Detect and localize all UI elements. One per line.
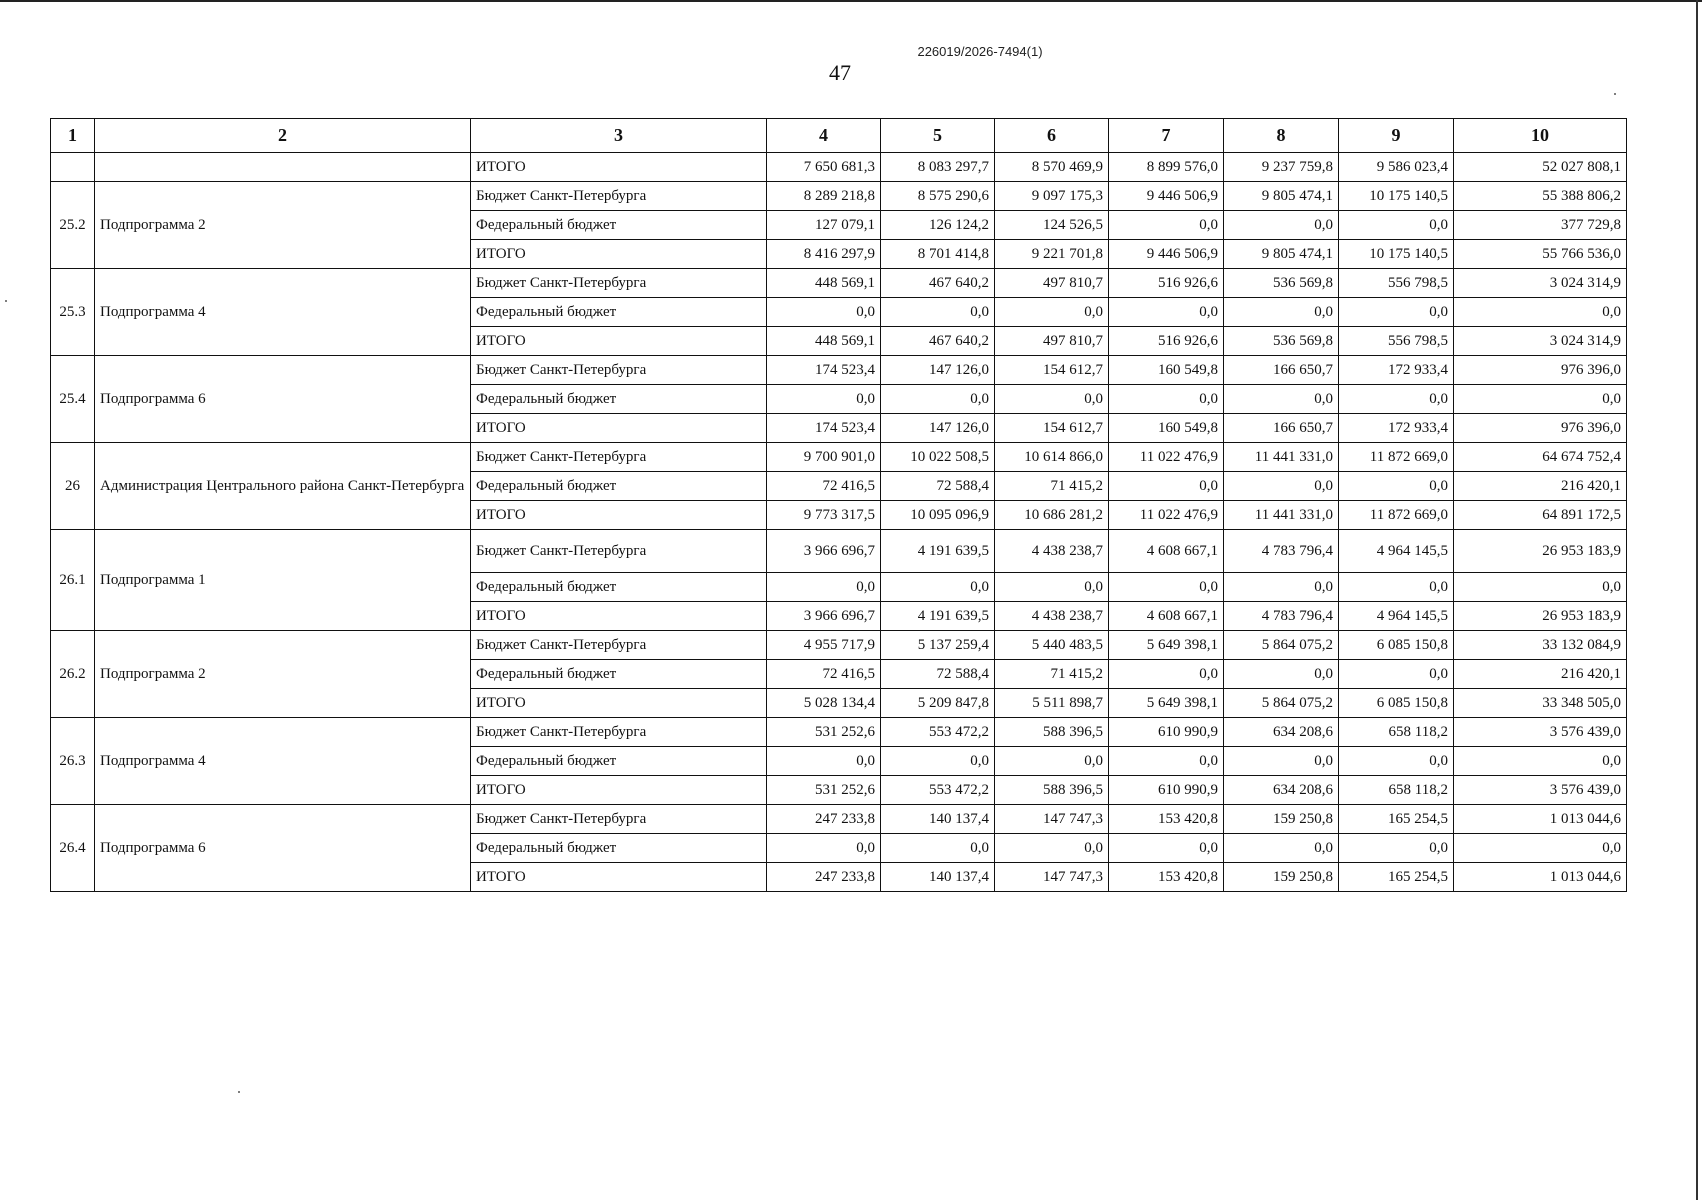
value-cell: 3 966 696,7 [767, 530, 881, 573]
value-cell: 5 440 483,5 [995, 631, 1109, 660]
funding-source-cell: ИТОГО [471, 602, 767, 631]
value-cell: 658 118,2 [1339, 776, 1454, 805]
value-cell: 8 575 290,6 [881, 182, 995, 211]
value-cell: 10 614 866,0 [995, 443, 1109, 472]
value-cell: 0,0 [767, 573, 881, 602]
table-row [51, 356, 1627, 385]
value-cell: 0,0 [1109, 298, 1224, 327]
row-name-cell: Подпрограмма 4 [95, 269, 471, 356]
value-cell: 0,0 [1109, 834, 1224, 863]
value-cell: 10 686 281,2 [995, 501, 1109, 530]
value-cell: 6 085 150,8 [1339, 689, 1454, 718]
value-cell: 4 438 238,7 [995, 530, 1109, 573]
funding-source-cell: ИТОГО [471, 414, 767, 443]
column-header: 7 [1109, 119, 1224, 153]
value-cell: 0,0 [881, 834, 995, 863]
value-cell: 33 132 084,9 [1454, 631, 1627, 660]
value-cell: 55 388 806,2 [1454, 182, 1627, 211]
value-cell: 0,0 [1339, 660, 1454, 689]
value-cell: 159 250,8 [1224, 863, 1339, 892]
funding-source-cell: Федеральный бюджет [471, 211, 767, 240]
funding-source-cell: ИТОГО [471, 153, 767, 182]
value-cell: 3 024 314,9 [1454, 269, 1627, 298]
value-cell: 0,0 [1454, 834, 1627, 863]
value-cell: 634 208,6 [1224, 718, 1339, 747]
value-cell: 4 783 796,4 [1224, 530, 1339, 573]
budget-table [50, 118, 1627, 892]
value-cell: 553 472,2 [881, 776, 995, 805]
value-cell: 5 137 259,4 [881, 631, 995, 660]
value-cell: 448 569,1 [767, 327, 881, 356]
table-row [51, 718, 1627, 747]
table-row [51, 443, 1627, 472]
value-cell: 4 964 145,5 [1339, 530, 1454, 573]
value-cell: 147 747,3 [995, 863, 1109, 892]
value-cell: 553 472,2 [881, 718, 995, 747]
row-name-cell: Подпрограмма 6 [95, 805, 471, 892]
column-header: 1 [51, 119, 95, 153]
value-cell: 0,0 [1454, 298, 1627, 327]
value-cell: 588 396,5 [995, 776, 1109, 805]
row-code-cell: 26.4 [51, 805, 95, 892]
row-name-cell: Подпрограмма 4 [95, 718, 471, 805]
column-header: 5 [881, 119, 995, 153]
value-cell: 0,0 [1454, 747, 1627, 776]
value-cell: 154 612,7 [995, 414, 1109, 443]
value-cell: 0,0 [995, 298, 1109, 327]
value-cell: 11 872 669,0 [1339, 443, 1454, 472]
value-cell: 174 523,4 [767, 356, 881, 385]
row-code-cell: 25.2 [51, 182, 95, 269]
value-cell: 0,0 [1224, 834, 1339, 863]
value-cell: 0,0 [1339, 298, 1454, 327]
value-cell: 0,0 [995, 747, 1109, 776]
value-cell: 0,0 [1109, 660, 1224, 689]
funding-source-cell: Федеральный бюджет [471, 298, 767, 327]
value-cell: 7 650 681,3 [767, 153, 881, 182]
value-cell: 976 396,0 [1454, 356, 1627, 385]
value-cell: 0,0 [1109, 211, 1224, 240]
value-cell: 536 569,8 [1224, 269, 1339, 298]
column-number-row [51, 119, 1627, 153]
row-name-cell [95, 153, 471, 182]
value-cell: 4 191 639,5 [881, 602, 995, 631]
value-cell: 516 926,6 [1109, 269, 1224, 298]
value-cell: 516 926,6 [1109, 327, 1224, 356]
value-cell: 9 805 474,1 [1224, 182, 1339, 211]
value-cell: 11 872 669,0 [1339, 501, 1454, 530]
row-code-cell: 25.3 [51, 269, 95, 356]
funding-source-cell: Федеральный бюджет [471, 385, 767, 414]
row-name-cell: Подпрограмма 6 [95, 356, 471, 443]
value-cell: 0,0 [1339, 573, 1454, 602]
row-code-cell: 26.3 [51, 718, 95, 805]
scan-speck [5, 300, 7, 302]
value-cell: 124 526,5 [995, 211, 1109, 240]
value-cell: 0,0 [1109, 472, 1224, 501]
value-cell: 0,0 [1339, 472, 1454, 501]
value-cell: 140 137,4 [881, 863, 995, 892]
table-row [51, 182, 1627, 211]
scan-speck [1614, 93, 1616, 95]
value-cell: 160 549,8 [1109, 356, 1224, 385]
value-cell: 9 586 023,4 [1339, 153, 1454, 182]
value-cell: 8 289 218,8 [767, 182, 881, 211]
funding-source-cell: ИТОГО [471, 240, 767, 269]
value-cell: 4 955 717,9 [767, 631, 881, 660]
value-cell: 610 990,9 [1109, 776, 1224, 805]
value-cell: 0,0 [995, 573, 1109, 602]
column-header: 10 [1454, 119, 1627, 153]
value-cell: 216 420,1 [1454, 472, 1627, 501]
funding-source-cell: Бюджет Санкт-Петербурга [471, 356, 767, 385]
value-cell: 11 441 331,0 [1224, 501, 1339, 530]
funding-source-cell: ИТОГО [471, 776, 767, 805]
value-cell: 166 650,7 [1224, 356, 1339, 385]
value-cell: 165 254,5 [1339, 863, 1454, 892]
value-cell: 9 221 701,8 [995, 240, 1109, 269]
scan-right-border [1696, 0, 1698, 1200]
column-header: 6 [995, 119, 1109, 153]
value-cell: 160 549,8 [1109, 414, 1224, 443]
value-cell: 0,0 [1339, 385, 1454, 414]
value-cell: 126 124,2 [881, 211, 995, 240]
funding-source-cell: Федеральный бюджет [471, 747, 767, 776]
value-cell: 71 415,2 [995, 660, 1109, 689]
value-cell: 127 079,1 [767, 211, 881, 240]
column-header: 2 [95, 119, 471, 153]
value-cell: 166 650,7 [1224, 414, 1339, 443]
value-cell: 0,0 [767, 834, 881, 863]
value-cell: 0,0 [1224, 298, 1339, 327]
value-cell: 8 899 576,0 [1109, 153, 1224, 182]
value-cell: 0,0 [767, 747, 881, 776]
funding-source-cell: Федеральный бюджет [471, 834, 767, 863]
funding-source-cell: Бюджет Санкт-Петербурга [471, 182, 767, 211]
value-cell: 9 446 506,9 [1109, 240, 1224, 269]
value-cell: 8 570 469,9 [995, 153, 1109, 182]
value-cell: 588 396,5 [995, 718, 1109, 747]
value-cell: 247 233,8 [767, 805, 881, 834]
value-cell: 0,0 [1224, 211, 1339, 240]
funding-source-cell: Бюджет Санкт-Петербурга [471, 805, 767, 834]
scan-speck [238, 1091, 240, 1093]
value-cell: 5 649 398,1 [1109, 689, 1224, 718]
value-cell: 11 022 476,9 [1109, 501, 1224, 530]
value-cell: 8 083 297,7 [881, 153, 995, 182]
value-cell: 467 640,2 [881, 269, 995, 298]
value-cell: 531 252,6 [767, 776, 881, 805]
value-cell: 9 097 175,3 [995, 182, 1109, 211]
value-cell: 4 783 796,4 [1224, 602, 1339, 631]
value-cell: 71 415,2 [995, 472, 1109, 501]
value-cell: 5 864 075,2 [1224, 689, 1339, 718]
funding-source-cell: Бюджет Санкт-Петербурга [471, 530, 767, 573]
funding-source-cell: Бюджет Санкт-Петербурга [471, 631, 767, 660]
value-cell: 658 118,2 [1339, 718, 1454, 747]
value-cell: 172 933,4 [1339, 414, 1454, 443]
value-cell: 531 252,6 [767, 718, 881, 747]
funding-source-cell: Бюджет Санкт-Петербурга [471, 269, 767, 298]
value-cell: 10 095 096,9 [881, 501, 995, 530]
value-cell: 5 864 075,2 [1224, 631, 1339, 660]
value-cell: 4 191 639,5 [881, 530, 995, 573]
value-cell: 72 588,4 [881, 472, 995, 501]
value-cell: 10 175 140,5 [1339, 240, 1454, 269]
value-cell: 172 933,4 [1339, 356, 1454, 385]
value-cell: 0,0 [1454, 385, 1627, 414]
value-cell: 72 416,5 [767, 472, 881, 501]
value-cell: 154 612,7 [995, 356, 1109, 385]
row-name-cell: Администрация Центрального района Санкт-Петербурга [95, 443, 471, 530]
value-cell: 0,0 [1339, 211, 1454, 240]
table-row [51, 805, 1627, 834]
funding-source-cell: ИТОГО [471, 327, 767, 356]
value-cell: 55 766 536,0 [1454, 240, 1627, 269]
value-cell: 5 649 398,1 [1109, 631, 1224, 660]
value-cell: 0,0 [881, 385, 995, 414]
value-cell: 497 810,7 [995, 327, 1109, 356]
value-cell: 4 438 238,7 [995, 602, 1109, 631]
value-cell: 3 576 439,0 [1454, 776, 1627, 805]
value-cell: 33 348 505,0 [1454, 689, 1627, 718]
value-cell: 10 022 508,5 [881, 443, 995, 472]
value-cell: 0,0 [767, 298, 881, 327]
value-cell: 159 250,8 [1224, 805, 1339, 834]
funding-source-cell: Федеральный бюджет [471, 660, 767, 689]
value-cell: 0,0 [1224, 747, 1339, 776]
value-cell: 0,0 [881, 573, 995, 602]
value-cell: 0,0 [1224, 385, 1339, 414]
table-row [51, 153, 1627, 182]
value-cell: 0,0 [881, 747, 995, 776]
value-cell: 467 640,2 [881, 327, 995, 356]
funding-source-cell: ИТОГО [471, 501, 767, 530]
value-cell: 153 420,8 [1109, 863, 1224, 892]
value-cell: 497 810,7 [995, 269, 1109, 298]
value-cell: 140 137,4 [881, 805, 995, 834]
value-cell: 3 024 314,9 [1454, 327, 1627, 356]
value-cell: 9 700 901,0 [767, 443, 881, 472]
value-cell: 0,0 [1339, 747, 1454, 776]
table-body [51, 153, 1627, 892]
value-cell: 0,0 [995, 834, 1109, 863]
value-cell: 3 966 696,7 [767, 602, 881, 631]
funding-source-cell: ИТОГО [471, 689, 767, 718]
value-cell: 4 964 145,5 [1339, 602, 1454, 631]
funding-source-cell: Бюджет Санкт-Петербурга [471, 718, 767, 747]
value-cell: 8 701 414,8 [881, 240, 995, 269]
value-cell: 0,0 [995, 385, 1109, 414]
value-cell: 247 233,8 [767, 863, 881, 892]
value-cell: 377 729,8 [1454, 211, 1627, 240]
value-cell: 216 420,1 [1454, 660, 1627, 689]
value-cell: 556 798,5 [1339, 327, 1454, 356]
value-cell: 536 569,8 [1224, 327, 1339, 356]
row-code-cell: 26.2 [51, 631, 95, 718]
value-cell: 147 126,0 [881, 356, 995, 385]
row-code-cell: 26 [51, 443, 95, 530]
value-cell: 0,0 [767, 385, 881, 414]
column-header: 4 [767, 119, 881, 153]
value-cell: 1 013 044,6 [1454, 805, 1627, 834]
value-cell: 3 576 439,0 [1454, 718, 1627, 747]
value-cell: 556 798,5 [1339, 269, 1454, 298]
row-code-cell: 26.1 [51, 530, 95, 631]
column-header: 9 [1339, 119, 1454, 153]
table-row [51, 530, 1627, 573]
funding-source-cell: Бюджет Санкт-Петербурга [471, 443, 767, 472]
value-cell: 4 608 667,1 [1109, 602, 1224, 631]
value-cell: 64 891 172,5 [1454, 501, 1627, 530]
value-cell: 0,0 [1109, 747, 1224, 776]
column-header: 8 [1224, 119, 1339, 153]
table-row [51, 269, 1627, 298]
value-cell: 0,0 [1454, 573, 1627, 602]
value-cell: 4 608 667,1 [1109, 530, 1224, 573]
value-cell: 153 420,8 [1109, 805, 1224, 834]
value-cell: 26 953 183,9 [1454, 530, 1627, 573]
value-cell: 5 028 134,4 [767, 689, 881, 718]
value-cell: 8 416 297,9 [767, 240, 881, 269]
value-cell: 11 022 476,9 [1109, 443, 1224, 472]
funding-source-cell: Федеральный бюджет [471, 573, 767, 602]
value-cell: 26 953 183,9 [1454, 602, 1627, 631]
value-cell: 0,0 [1339, 834, 1454, 863]
value-cell: 72 416,5 [767, 660, 881, 689]
page-number: 47 [829, 60, 851, 85]
funding-source-cell: ИТОГО [471, 863, 767, 892]
value-cell: 5 209 847,8 [881, 689, 995, 718]
row-name-cell: Подпрограмма 2 [95, 631, 471, 718]
value-cell: 10 175 140,5 [1339, 182, 1454, 211]
value-cell: 174 523,4 [767, 414, 881, 443]
value-cell: 5 511 898,7 [995, 689, 1109, 718]
row-name-cell: Подпрограмма 2 [95, 182, 471, 269]
value-cell: 0,0 [1109, 573, 1224, 602]
value-cell: 610 990,9 [1109, 718, 1224, 747]
column-header: 3 [471, 119, 767, 153]
value-cell: 9 805 474,1 [1224, 240, 1339, 269]
value-cell: 0,0 [1224, 573, 1339, 602]
value-cell: 52 027 808,1 [1454, 153, 1627, 182]
value-cell: 165 254,5 [1339, 805, 1454, 834]
value-cell: 6 085 150,8 [1339, 631, 1454, 660]
value-cell: 448 569,1 [767, 269, 881, 298]
value-cell: 147 747,3 [995, 805, 1109, 834]
row-code-cell [51, 153, 95, 182]
value-cell: 64 674 752,4 [1454, 443, 1627, 472]
value-cell: 0,0 [1109, 385, 1224, 414]
value-cell: 9 773 317,5 [767, 501, 881, 530]
value-cell: 976 396,0 [1454, 414, 1627, 443]
row-code-cell: 25.4 [51, 356, 95, 443]
row-name-cell: Подпрограмма 1 [95, 530, 471, 631]
value-cell: 147 126,0 [881, 414, 995, 443]
value-cell: 0,0 [1224, 472, 1339, 501]
value-cell: 0,0 [881, 298, 995, 327]
funding-source-cell: Федеральный бюджет [471, 472, 767, 501]
value-cell: 634 208,6 [1224, 776, 1339, 805]
value-cell: 11 441 331,0 [1224, 443, 1339, 472]
registration-number: 226019/2026-7494(1) [917, 44, 1043, 59]
value-cell: 1 013 044,6 [1454, 863, 1627, 892]
value-cell: 9 237 759,8 [1224, 153, 1339, 182]
value-cell: 0,0 [1224, 660, 1339, 689]
value-cell: 9 446 506,9 [1109, 182, 1224, 211]
table-row [51, 631, 1627, 660]
value-cell: 72 588,4 [881, 660, 995, 689]
scan-top-border [0, 0, 1702, 2]
